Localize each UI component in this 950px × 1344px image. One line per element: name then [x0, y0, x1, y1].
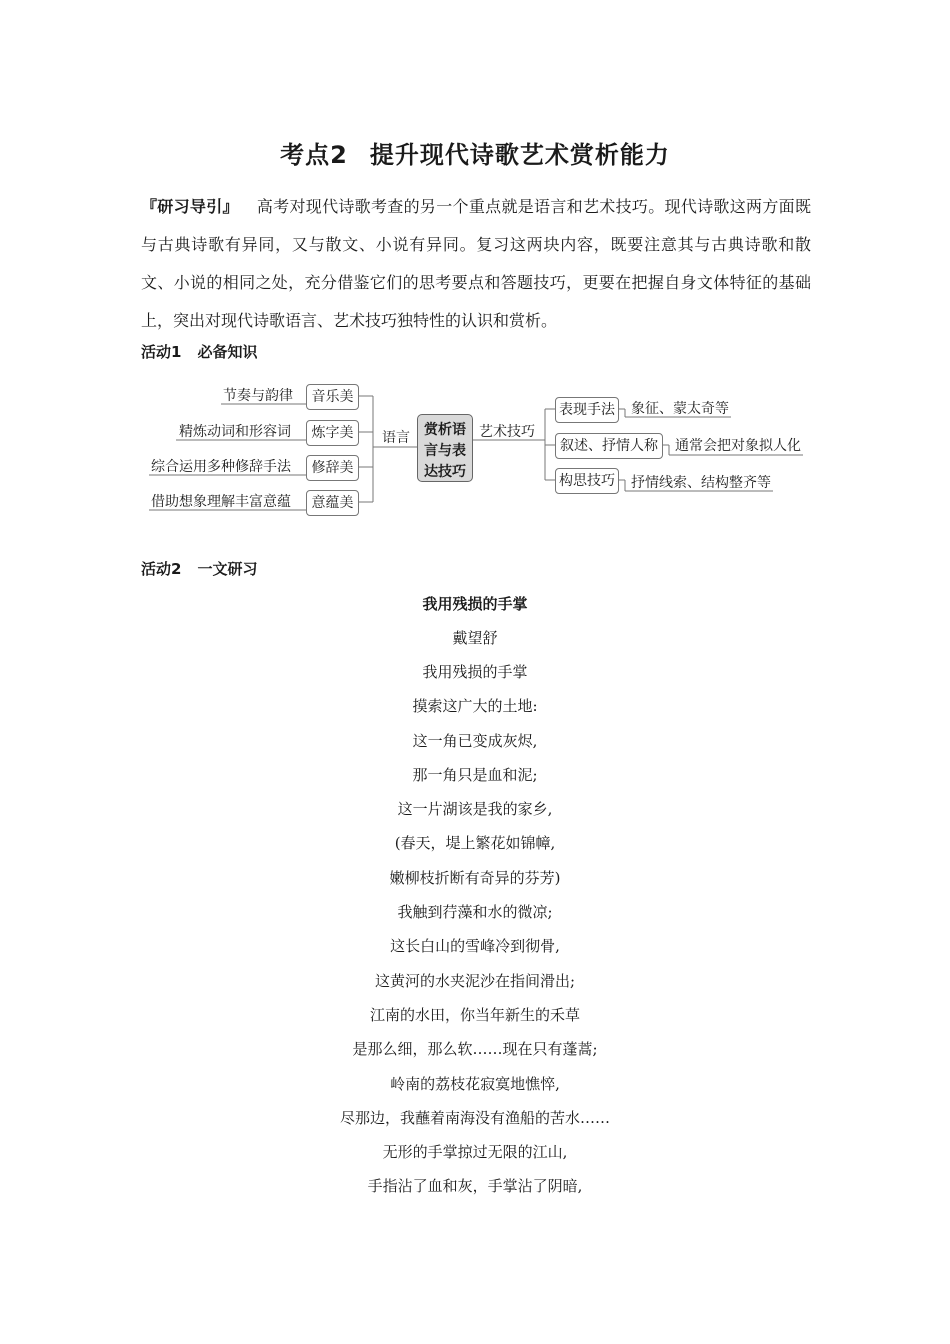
poem-line: 岭南的荔枝花寂寞地憔悴,	[390, 1074, 560, 1093]
mindmap-box-person: 叙述、抒情人称	[555, 433, 663, 459]
poem-line: 江南的水田，你当年新生的禾草	[369, 1005, 580, 1024]
mindmap-box-rhetoric: 修辞美	[306, 455, 359, 481]
activity2-title: 一文研习	[197, 560, 258, 578]
poem-line: 这黄河的水夹泥沙在指间滑出;	[374, 971, 576, 990]
page-title-number: 考点2	[280, 141, 348, 169]
mindmap-left-desc-1: 节奏与韵律	[223, 388, 293, 404]
mindmap-right-desc-3: 抒情线索、结构整齐等	[631, 475, 771, 491]
poem-line: 这一片湖该是我的家乡,	[397, 800, 553, 819]
mindmap-box-wording: 炼字美	[306, 420, 359, 446]
poem-line: 这一角已变成灰烬,	[412, 731, 538, 750]
poem-line: 是那么细，那么软……现在只有蓬蒿;	[352, 1040, 598, 1059]
poem-line: 嫩柳枝折断有奇异的芬芳)	[389, 868, 561, 887]
knowledge-mindmap	[141, 375, 821, 520]
mindmap-box-structure: 构思技巧	[555, 468, 619, 494]
mindmap-left-desc-4: 借助想象理解丰富意蕴	[151, 494, 291, 510]
mindmap-left-desc-3: 综合运用多种修辞手法	[151, 459, 291, 475]
poem-line: 无形的手掌掠过无限的江山,	[382, 1143, 568, 1162]
intro-text: 高考对现代诗歌考查的另一个重点就是语言和艺术技巧。现代诗歌这两方面既与古典诗歌有异同，又与散文、小说有异同。复习这两块内容，既要注意其与古典诗歌和散文、小说的相同之处，充分借鉴它们的思考要点和答题技巧，更要在把握自身文体特征的基础上，突出对现代诗歌语言、艺术技巧独特性的认识和赏析。	[141, 197, 811, 330]
intro-tag: 『研习导引』	[141, 197, 239, 216]
activity1-title: 必备知识	[197, 343, 258, 361]
mindmap-branch-language: 语言	[382, 430, 410, 446]
mindmap-left-desc-2: 精炼动词和形容词	[179, 424, 291, 440]
poem-line: 尽那边，我蘸着南海没有渔船的苦水……	[339, 1108, 610, 1127]
poem-title: 我用残损的手掌	[422, 595, 528, 613]
poem-line: (春天，堤上繁花如锦幛,	[394, 834, 556, 853]
poem-author: 戴望舒	[452, 629, 498, 647]
mindmap-right-desc-1: 象征、蒙太奇等	[631, 401, 729, 417]
poem-body	[0, 661, 950, 1210]
page-title	[0, 135, 950, 170]
mindmap-box-connotation: 意蕴美	[306, 490, 359, 516]
poem-line: 那一角只是血和泥;	[412, 765, 538, 784]
page-title-text: 提升现代诗歌艺术赏析能力	[369, 141, 670, 169]
intro-paragraph	[141, 188, 811, 340]
mindmap-box-music: 音乐美	[306, 384, 359, 410]
mindmap-center-node: 赏析语言与表达技巧	[417, 414, 473, 482]
mindmap-box-technique: 表现手法	[555, 397, 619, 423]
poem-line: 我触到荇藻和水的微凉;	[397, 903, 553, 922]
activity2-label: 活动2	[141, 560, 182, 578]
activity1-label: 活动1	[141, 343, 182, 361]
activity1-heading	[141, 341, 257, 362]
activity2-heading	[141, 558, 257, 579]
mindmap-branch-art: 艺术技巧	[479, 424, 535, 440]
poem-line: 这长白山的雪峰冷到彻骨,	[390, 937, 560, 956]
mindmap-right-desc-2: 通常会把对象拟人化	[675, 438, 801, 454]
poem-line: 摸索这广大的土地:	[412, 697, 538, 716]
poem-line: 手指沾了血和灰，手掌沾了阴暗,	[367, 1177, 583, 1196]
poem-line: 我用残损的手掌	[422, 663, 528, 681]
